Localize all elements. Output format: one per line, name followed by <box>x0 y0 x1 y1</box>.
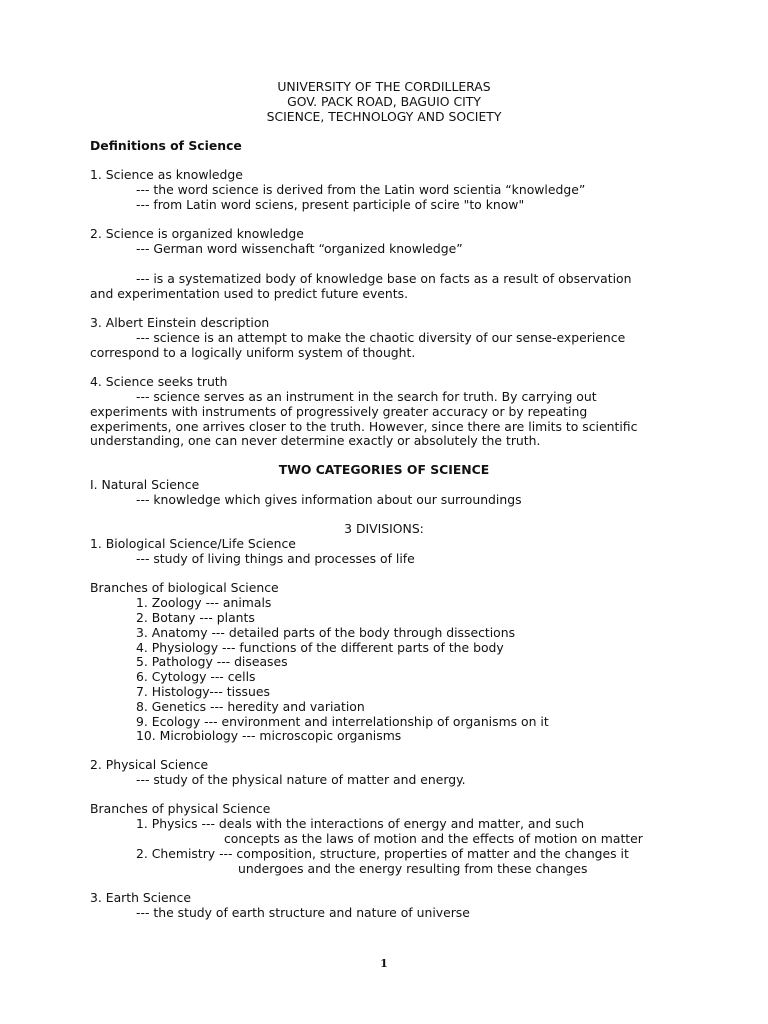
definitions-heading: Definitions of Science <box>90 138 242 153</box>
natural-science-title: I. Natural Science <box>90 477 200 492</box>
definition-3-title: 3. Albert Einstein description <box>90 315 270 330</box>
bio-branches-heading: Branches of biological Science <box>90 580 279 595</box>
definition-4-title: 4. Science seeks truth <box>90 374 228 389</box>
definition-1-title: 1. Science as knowledge <box>90 167 243 182</box>
chemistry-line-2: undergoes and the energy resulting from these changes <box>238 861 588 876</box>
earth-science-desc: --- the study of earth structure and nature of universe <box>136 905 470 920</box>
course-title: SCIENCE, TECHNOLOGY AND SOCIETY <box>266 109 502 124</box>
definition-1-line-2: --- from Latin word sciens, present participle of scire "to know" <box>136 197 525 212</box>
bio-branch-item: 8. Genetics --- heredity and variation <box>136 699 365 714</box>
definition-1-line-1: --- the word science is derived from the Latin word scientia “knowledge” <box>136 182 586 197</box>
biological-science-title: 1. Biological Science/Life Science <box>90 536 296 551</box>
categories-heading: TWO CATEGORIES OF SCIENCE <box>278 462 490 477</box>
natural-science-desc: --- knowledge which gives information about our surroundings <box>136 492 522 507</box>
physical-science-title: 2. Physical Science <box>90 757 209 772</box>
definition-3-line-2: correspond to a logically uniform system of thought. <box>90 345 416 360</box>
page-number: 1 <box>380 957 388 970</box>
bio-branch-item: 10. Microbiology --- microscopic organisms <box>136 728 402 743</box>
university-address: GOV. PACK ROAD, BAGUIO CITY <box>287 94 481 109</box>
bio-branch-item: 1. Zoology --- animals <box>136 595 272 610</box>
earth-science-title: 3. Earth Science <box>90 890 191 905</box>
definition-2-para-line-2: and experimentation used to predict future events. <box>90 286 409 301</box>
physical-science-desc: --- study of the physical nature of matter and energy. <box>136 772 466 787</box>
definition-4-line-3: experiments, one arrives closer to the truth. However, since there are limits to scientific <box>90 419 638 434</box>
chemistry-line-1: 2. Chemistry --- composition, structure, properties of matter and the changes it <box>136 846 629 861</box>
bio-branch-item: 3. Anatomy --- detailed parts of the body through dissections <box>136 625 516 640</box>
physics-line-1: 1. Physics --- deals with the interactions of energy and matter, and such <box>136 816 585 831</box>
divisions-heading: 3 DIVISIONS: <box>344 521 424 536</box>
bio-branch-item: 9. Ecology --- environment and interrelationship of organisms on it <box>136 714 549 729</box>
definition-4-line-1: --- science serves as an instrument in the search for truth. By carrying out <box>136 389 597 404</box>
definition-2-title: 2. Science is organized knowledge <box>90 226 304 241</box>
bio-branch-item: 4. Physiology --- functions of the different parts of the body <box>136 640 504 655</box>
bio-branch-item: 5. Pathology --- diseases <box>136 654 288 669</box>
bio-branch-item: 2. Botany --- plants <box>136 610 255 625</box>
definition-4-line-4: understanding, one can never determine exactly or absolutely the truth. <box>90 433 541 448</box>
bio-branch-item: 6. Cytology --- cells <box>136 669 256 684</box>
biological-science-desc: --- study of living things and processes of life <box>136 551 415 566</box>
definition-2-para-line-1: --- is a systematized body of knowledge base on facts as a result of observation <box>136 271 632 286</box>
definition-3-line-1: --- science is an attempt to make the chaotic diversity of our sense-experience <box>136 330 626 345</box>
definition-2-line-1: --- German word wissenchaft “organized knowledge” <box>136 241 463 256</box>
university-name: UNIVERSITY OF THE CORDILLERAS <box>277 79 491 94</box>
bio-branch-item: 7. Histology--- tissues <box>136 684 270 699</box>
phys-branches-heading: Branches of physical Science <box>90 801 271 816</box>
physics-line-2: concepts as the laws of motion and the effects of motion on matter <box>224 831 643 846</box>
definition-4-line-2: experiments with instruments of progressively greater accuracy or by repeating <box>90 404 588 419</box>
